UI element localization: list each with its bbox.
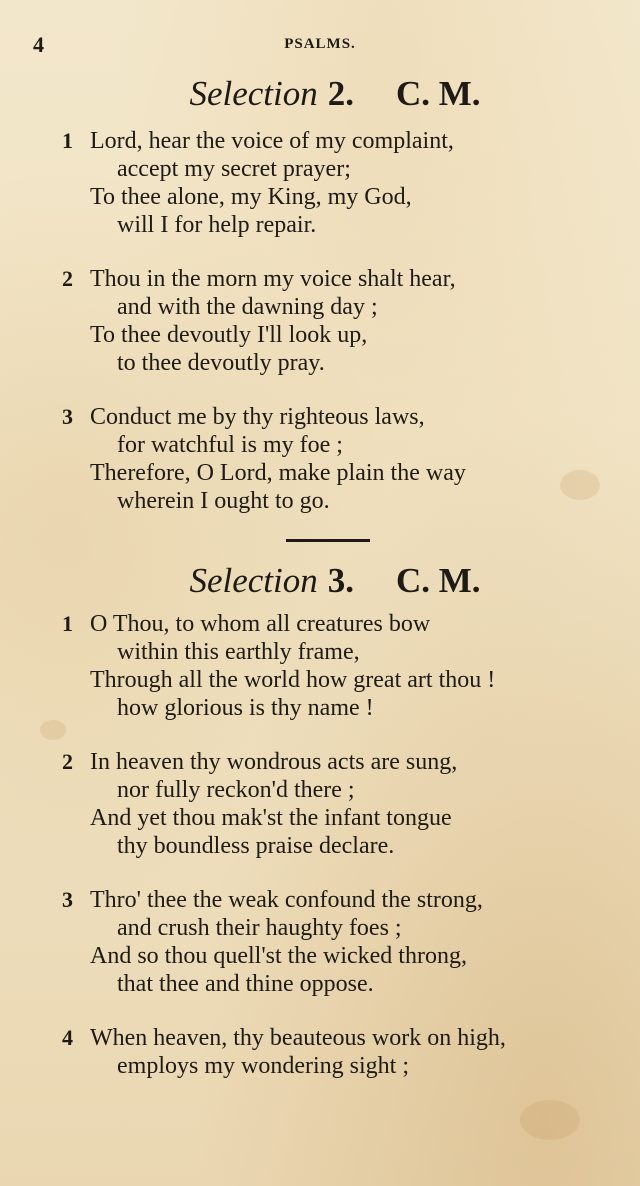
verse-line: wherein I ought to go.: [117, 488, 330, 514]
verse-line: O Thou, to whom all creatures bow: [90, 611, 431, 637]
verse-line: Conduct me by thy righteous laws,: [90, 404, 425, 430]
page-number: 4: [33, 32, 44, 57]
verse-line: for watchful is my foe ;: [117, 432, 343, 458]
paper-stain: [40, 720, 66, 740]
verse-line: Therefore, O Lord, make plain the way: [90, 460, 466, 486]
verse-line: and crush their haughty foes ;: [117, 915, 402, 941]
verse-line: employs my wondering sight ;: [117, 1053, 409, 1079]
verse-line: Thou in the morn my voice shalt hear,: [90, 266, 456, 292]
verse-line: accept my secret prayer;: [117, 156, 351, 182]
verse-number: 2: [62, 266, 73, 291]
verse-line: will I for help repair.: [117, 212, 317, 238]
verse-number: 1: [62, 128, 73, 153]
verse-number: 3: [62, 404, 73, 429]
paper-stain: [560, 470, 600, 500]
verse-line: that thee and thine oppose.: [117, 971, 374, 997]
verse-line: To thee alone, my King, my God,: [90, 184, 412, 210]
verse-line: to thee devoutly pray.: [117, 350, 325, 376]
verse-line: and with the dawning day ;: [117, 294, 378, 320]
selection-meter: C. M.: [395, 74, 481, 113]
verse-line: And so thou quell'st the wicked throng,: [90, 943, 467, 969]
selection-word: Selection: [189, 561, 318, 600]
verse-line: And yet thou mak'st the infant tongue: [90, 805, 452, 831]
verse-line: Lord, hear the voice of my complaint,: [90, 128, 454, 154]
verse-line: Through all the world how great art thou !: [90, 667, 496, 693]
verse-number: 1: [62, 611, 73, 636]
selection-meter: C. M.: [395, 561, 481, 600]
verse-line: To thee devoutly I'll look up,: [90, 322, 368, 348]
verse-number: 4: [62, 1025, 73, 1050]
selection-heading: [0, 561, 640, 601]
verse-number: 2: [62, 749, 73, 774]
verse-line: within this earthly frame,: [117, 639, 360, 665]
selection-number: 3.: [327, 561, 354, 600]
verse-line: thy boundless praise declare.: [117, 833, 395, 859]
verse-number: 3: [62, 887, 73, 912]
verse-line: When heaven, thy beauteous work on high,: [90, 1025, 506, 1051]
verse-line: Thro' thee the weak confound the strong,: [90, 887, 483, 913]
verse-line: how glorious is thy name !: [117, 695, 374, 721]
paper-stain: [520, 1100, 580, 1140]
selection-number: 2.: [327, 74, 354, 113]
verse-line: In heaven thy wondrous acts are sung,: [90, 749, 458, 775]
running-head: PSALMS.: [284, 36, 356, 52]
selection-word: Selection: [189, 74, 318, 113]
verse-line: nor fully reckon'd there ;: [117, 777, 355, 803]
section-divider: [286, 539, 370, 542]
selection-heading: [0, 74, 640, 114]
